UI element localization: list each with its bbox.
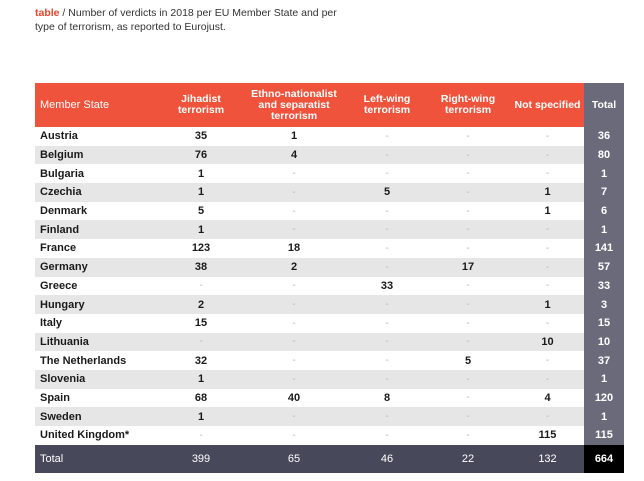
cell-ethno-nationalist: 18 — [287, 242, 301, 255]
cell-right-wing: - — [466, 429, 470, 441]
table-row — [35, 426, 624, 445]
cell-left-wing: - — [385, 429, 389, 441]
cell-member-state: Greece — [40, 279, 78, 292]
cell-right-wing: - — [466, 280, 470, 292]
cell-right-wing: - — [425, 295, 511, 314]
cell-jihadist: - — [199, 429, 203, 441]
cell-ethno-nationalist: - — [239, 370, 349, 389]
table-row — [35, 351, 624, 370]
cell-left-wing: 8 — [383, 391, 391, 404]
cell-left-wing: - — [385, 205, 389, 217]
table-row — [35, 258, 624, 277]
table-row — [35, 277, 624, 296]
table-row — [35, 239, 624, 258]
cell-ethno-nationalist: - — [292, 168, 296, 180]
cell-jihadist: - — [199, 280, 203, 292]
cell-total: 10 — [584, 333, 624, 352]
cell-jihadist: 35 — [194, 130, 208, 143]
cell-ethno-nationalist: 2 — [239, 258, 349, 277]
cell-left-wing: - — [385, 242, 389, 254]
cell-total: 15 — [584, 314, 624, 333]
table-row — [35, 407, 624, 426]
cell-jihadist: 5 — [197, 205, 205, 218]
cell-not-specified: 115 — [538, 429, 557, 442]
cell-total: 57 — [584, 258, 624, 277]
cell-not-specified: 1 — [511, 295, 584, 314]
cell-right-wing: - — [466, 317, 470, 329]
cell-member-state: The Netherlands — [40, 354, 127, 367]
cell-jihadist: 38 — [163, 258, 239, 277]
cell-jihadist: 1 — [163, 407, 239, 426]
footer-label: Total — [35, 445, 163, 473]
cell-left-wing: - — [349, 407, 425, 426]
cell-right-wing: - — [425, 220, 511, 239]
cell-not-specified: - — [511, 258, 584, 277]
header-jihadist: Jihadist terrorism — [163, 83, 239, 127]
cell-jihadist: 1 — [163, 370, 239, 389]
cell-ethno-nationalist: - — [292, 317, 296, 329]
table-row — [35, 202, 624, 221]
cell-right-wing: - — [466, 392, 470, 404]
cell-right-wing: - — [425, 333, 511, 352]
cell-jihadist: 2 — [163, 295, 239, 314]
header-row — [35, 83, 624, 127]
table-row — [35, 314, 624, 333]
header-left-wing: Left-wing terrorism — [349, 83, 425, 127]
table-row — [35, 389, 624, 408]
table-footer — [35, 445, 624, 473]
cell-total: 80 — [584, 146, 624, 165]
cell-ethno-nationalist: 4 — [239, 146, 349, 165]
cell-total: 141 — [584, 239, 624, 258]
table-row — [35, 333, 624, 352]
cell-total: 36 — [584, 127, 624, 146]
cell-right-wing: - — [466, 205, 470, 217]
cell-member-state: Denmark — [40, 205, 88, 218]
cell-not-specified: - — [511, 220, 584, 239]
cell-left-wing: 5 — [349, 183, 425, 202]
cell-jihadist: 123 — [191, 242, 211, 255]
cell-total: 1 — [584, 220, 624, 239]
table-row — [35, 164, 624, 183]
cell-member-state: Finland — [35, 220, 163, 239]
cell-ethno-nationalist: - — [292, 355, 296, 367]
cell-member-state: Bulgaria — [40, 167, 85, 180]
cell-jihadist: 15 — [194, 317, 208, 330]
cell-jihadist: 32 — [194, 354, 208, 367]
header-not-specified: Not specified — [511, 83, 584, 127]
cell-jihadist: - — [163, 333, 239, 352]
cell-right-wing: - — [466, 168, 470, 180]
cell-right-wing: - — [425, 407, 511, 426]
cell-ethno-nationalist: - — [239, 183, 349, 202]
cell-ethno-nationalist: - — [292, 429, 296, 441]
cell-ethno-nationalist: - — [239, 333, 349, 352]
cell-member-state: Hungary — [35, 295, 163, 314]
cell-right-wing: - — [425, 370, 511, 389]
cell-jihadist: 1 — [163, 220, 239, 239]
cell-member-state: Austria — [40, 130, 78, 143]
cell-ethno-nationalist: - — [239, 407, 349, 426]
table-row — [35, 127, 624, 146]
cell-not-specified: 1 — [544, 205, 551, 218]
header-right-wing: Right-wing terrorism — [425, 83, 511, 127]
cell-member-state: Germany — [35, 258, 163, 277]
cell-right-wing: - — [466, 130, 470, 142]
cell-not-specified: - — [545, 317, 550, 329]
cell-right-wing: 5 — [464, 354, 472, 367]
cell-total: 6 — [584, 202, 624, 221]
cell-not-specified: - — [545, 168, 550, 180]
table-header — [35, 83, 624, 127]
cell-not-specified: - — [545, 130, 550, 142]
cell-left-wing: - — [385, 168, 389, 180]
caption-keyword: table — [35, 7, 60, 19]
cell-total: 33 — [584, 277, 624, 296]
cell-total: 37 — [584, 351, 624, 370]
footer-jihadist: 399 — [163, 445, 239, 473]
table-row — [35, 220, 624, 239]
cell-jihadist: 1 — [163, 183, 239, 202]
cell-jihadist: 76 — [163, 146, 239, 165]
header-ethno-nationalist: Ethno-nationalist and separatist terrorism — [239, 83, 349, 127]
cell-right-wing: - — [466, 242, 470, 254]
caption-text: Number of verdicts in 2018 per EU Member State and per type of terrorism, as reported to Eurojust. — [35, 7, 337, 33]
header-member-state: Member State — [35, 83, 163, 127]
cell-left-wing: - — [385, 317, 389, 329]
footer-not-specified: 132 — [511, 445, 584, 473]
cell-right-wing: - — [425, 183, 511, 202]
table-body — [35, 127, 624, 445]
cell-left-wing: - — [349, 258, 425, 277]
cell-member-state: Czechia — [35, 183, 163, 202]
cell-not-specified: - — [511, 146, 584, 165]
cell-total: 1 — [584, 370, 624, 389]
verdicts-table — [35, 83, 624, 473]
caption-separator: / — [59, 7, 69, 19]
cell-not-specified: 1 — [511, 183, 584, 202]
cell-total: 3 — [584, 295, 624, 314]
table-caption — [35, 6, 355, 34]
table-row — [35, 370, 624, 389]
cell-member-state: France — [40, 242, 77, 255]
table-row — [35, 183, 624, 202]
cell-member-state: Slovenia — [35, 370, 163, 389]
header-total: Total — [584, 83, 624, 127]
cell-left-wing: - — [349, 370, 425, 389]
cell-left-wing: - — [349, 295, 425, 314]
cell-member-state: Lithuania — [35, 333, 163, 352]
cell-not-specified: - — [511, 407, 584, 426]
cell-jihadist: 1 — [197, 167, 205, 180]
cell-left-wing: - — [349, 333, 425, 352]
footer-right-wing: 22 — [425, 445, 511, 473]
cell-jihadist: 68 — [194, 391, 208, 404]
cell-left-wing: - — [349, 220, 425, 239]
cell-total: 120 — [584, 389, 624, 408]
cell-total: 1 — [584, 164, 624, 183]
cell-not-specified: 4 — [544, 391, 551, 404]
cell-total: 115 — [584, 426, 624, 445]
cell-not-specified: - — [545, 242, 550, 254]
cell-member-state: Sweden — [35, 407, 163, 426]
cell-ethno-nationalist: - — [239, 220, 349, 239]
cell-total: 1 — [584, 407, 624, 426]
cell-total: 7 — [584, 183, 624, 202]
table-row — [35, 146, 624, 165]
cell-right-wing: 17 — [425, 258, 511, 277]
cell-member-state: United Kingdom* — [40, 429, 130, 442]
footer-total-row — [35, 445, 624, 473]
footer-grand-total: 664 — [584, 445, 624, 473]
cell-ethno-nationalist: - — [239, 295, 349, 314]
cell-member-state: Belgium — [35, 146, 163, 165]
footer-left-wing: 46 — [349, 445, 425, 473]
cell-ethno-nationalist: - — [292, 205, 296, 217]
cell-ethno-nationalist: - — [292, 280, 296, 292]
cell-member-state: Spain — [40, 391, 70, 404]
cell-not-specified: - — [545, 280, 550, 292]
cell-left-wing: - — [385, 355, 389, 367]
cell-left-wing: - — [349, 146, 425, 165]
cell-ethno-nationalist: 1 — [290, 130, 298, 143]
table-row — [35, 295, 624, 314]
cell-not-specified: 10 — [511, 333, 584, 352]
cell-not-specified: - — [511, 370, 584, 389]
cell-ethno-nationalist: 40 — [287, 391, 301, 404]
cell-right-wing: - — [425, 146, 511, 165]
cell-not-specified: - — [545, 355, 550, 367]
footer-ethno-nationalist: 65 — [239, 445, 349, 473]
cell-left-wing: - — [385, 130, 389, 142]
cell-left-wing: 33 — [380, 279, 394, 292]
cell-member-state: Italy — [40, 317, 63, 330]
